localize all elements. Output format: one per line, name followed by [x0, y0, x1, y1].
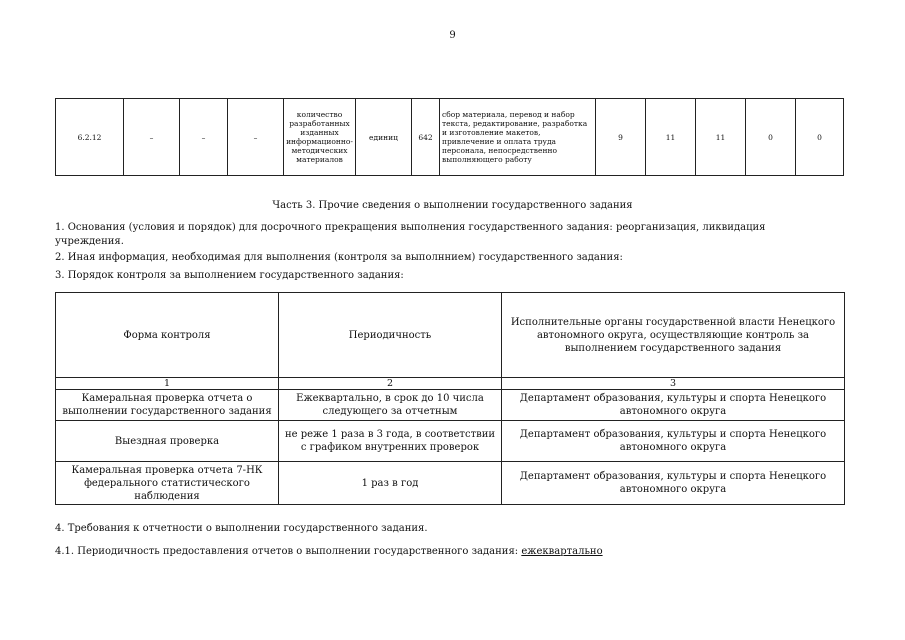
paragraph-1-line-1: 1. Основания (условия и порядок) для досрочного прекращения выполнения государственного задания: реорганизация, ликвидация: [55, 222, 766, 233]
value-cell: 11: [646, 99, 696, 176]
control-period: 1 раз в год: [279, 462, 502, 505]
control-form: Камеральная проверка отчета о выполнении государственного задания: [56, 390, 279, 421]
paragraph-4-1-label: 4.1. Периодичность предоставления отчетов о выполнении государственного задания:: [55, 546, 519, 557]
indicator-name: количество разработанных изданных информационно-методических материалов: [284, 99, 356, 176]
page-number: 9: [449, 30, 456, 41]
paragraph-1-line-2: учреждения.: [55, 236, 124, 247]
column-number: 1: [56, 378, 279, 390]
row-code: 6.2.12: [56, 99, 124, 176]
table-row: [56, 462, 845, 505]
control-table: [55, 292, 845, 505]
empty-cell: –: [124, 99, 180, 176]
work-indicator-table: [55, 98, 844, 176]
column-number: 2: [279, 378, 502, 390]
empty-cell: –: [228, 99, 284, 176]
header-period: Периодичность: [279, 293, 502, 378]
unit-code: 642: [412, 99, 440, 176]
paragraph-4: 4. Требования к отчетности о выполнении государственного задания.: [55, 523, 428, 534]
control-period: Ежеквартально, в срок до 10 числа следующего за отчетным: [279, 390, 502, 421]
control-authority: Департамент образования, культуры и спорта Ненецкого автономного округа: [502, 421, 845, 462]
header-form: Форма контроля: [56, 293, 279, 378]
control-authority: Департамент образования, культуры и спорта Ненецкого автономного округа: [502, 390, 845, 421]
value-cell: 0: [796, 99, 844, 176]
column-number: 3: [502, 378, 845, 390]
paragraph-3: 3. Порядок контроля за выполнением государственного задания:: [55, 270, 404, 281]
table-header-row: [56, 293, 845, 378]
paragraph-2: 2. Иная информация, необходимая для выполнения (контроля за выполннием) государственного задания:: [55, 252, 623, 263]
empty-cell: –: [180, 99, 228, 176]
table-row: [56, 390, 845, 421]
control-form: Камеральная проверка отчета 7-НК федерального статистического наблюдения: [56, 462, 279, 505]
reporting-frequency: ежеквартально: [521, 546, 603, 557]
value-cell: 9: [596, 99, 646, 176]
column-number-row: [56, 378, 845, 390]
control-period: не реже 1 раза в 3 года, в соответствии с графиком внутренних проверок: [279, 421, 502, 462]
value-cell: 0: [746, 99, 796, 176]
work-description: сбор материала, перевод и набор текста, редактирование, разработка и изготовление макетов, привлечение и оплата труда персонала, непосредственно выполняющего работу: [440, 99, 596, 176]
table-row: [56, 421, 845, 462]
header-authority: Исполнительные органы государственной власти Ненецкого автономного округа, осуществляющие контроль за выполнением государственного задания: [502, 293, 845, 378]
unit-name: единиц: [356, 99, 412, 176]
value-cell: 11: [696, 99, 746, 176]
paragraph-4-1: [55, 546, 603, 558]
control-authority: Департамент образования, культуры и спорта Ненецкого автономного округа: [502, 462, 845, 505]
control-form: Выездная проверка: [56, 421, 279, 462]
table-row: [56, 99, 844, 176]
part3-heading: Часть 3. Прочие сведения о выполнении государственного задания: [272, 200, 633, 211]
